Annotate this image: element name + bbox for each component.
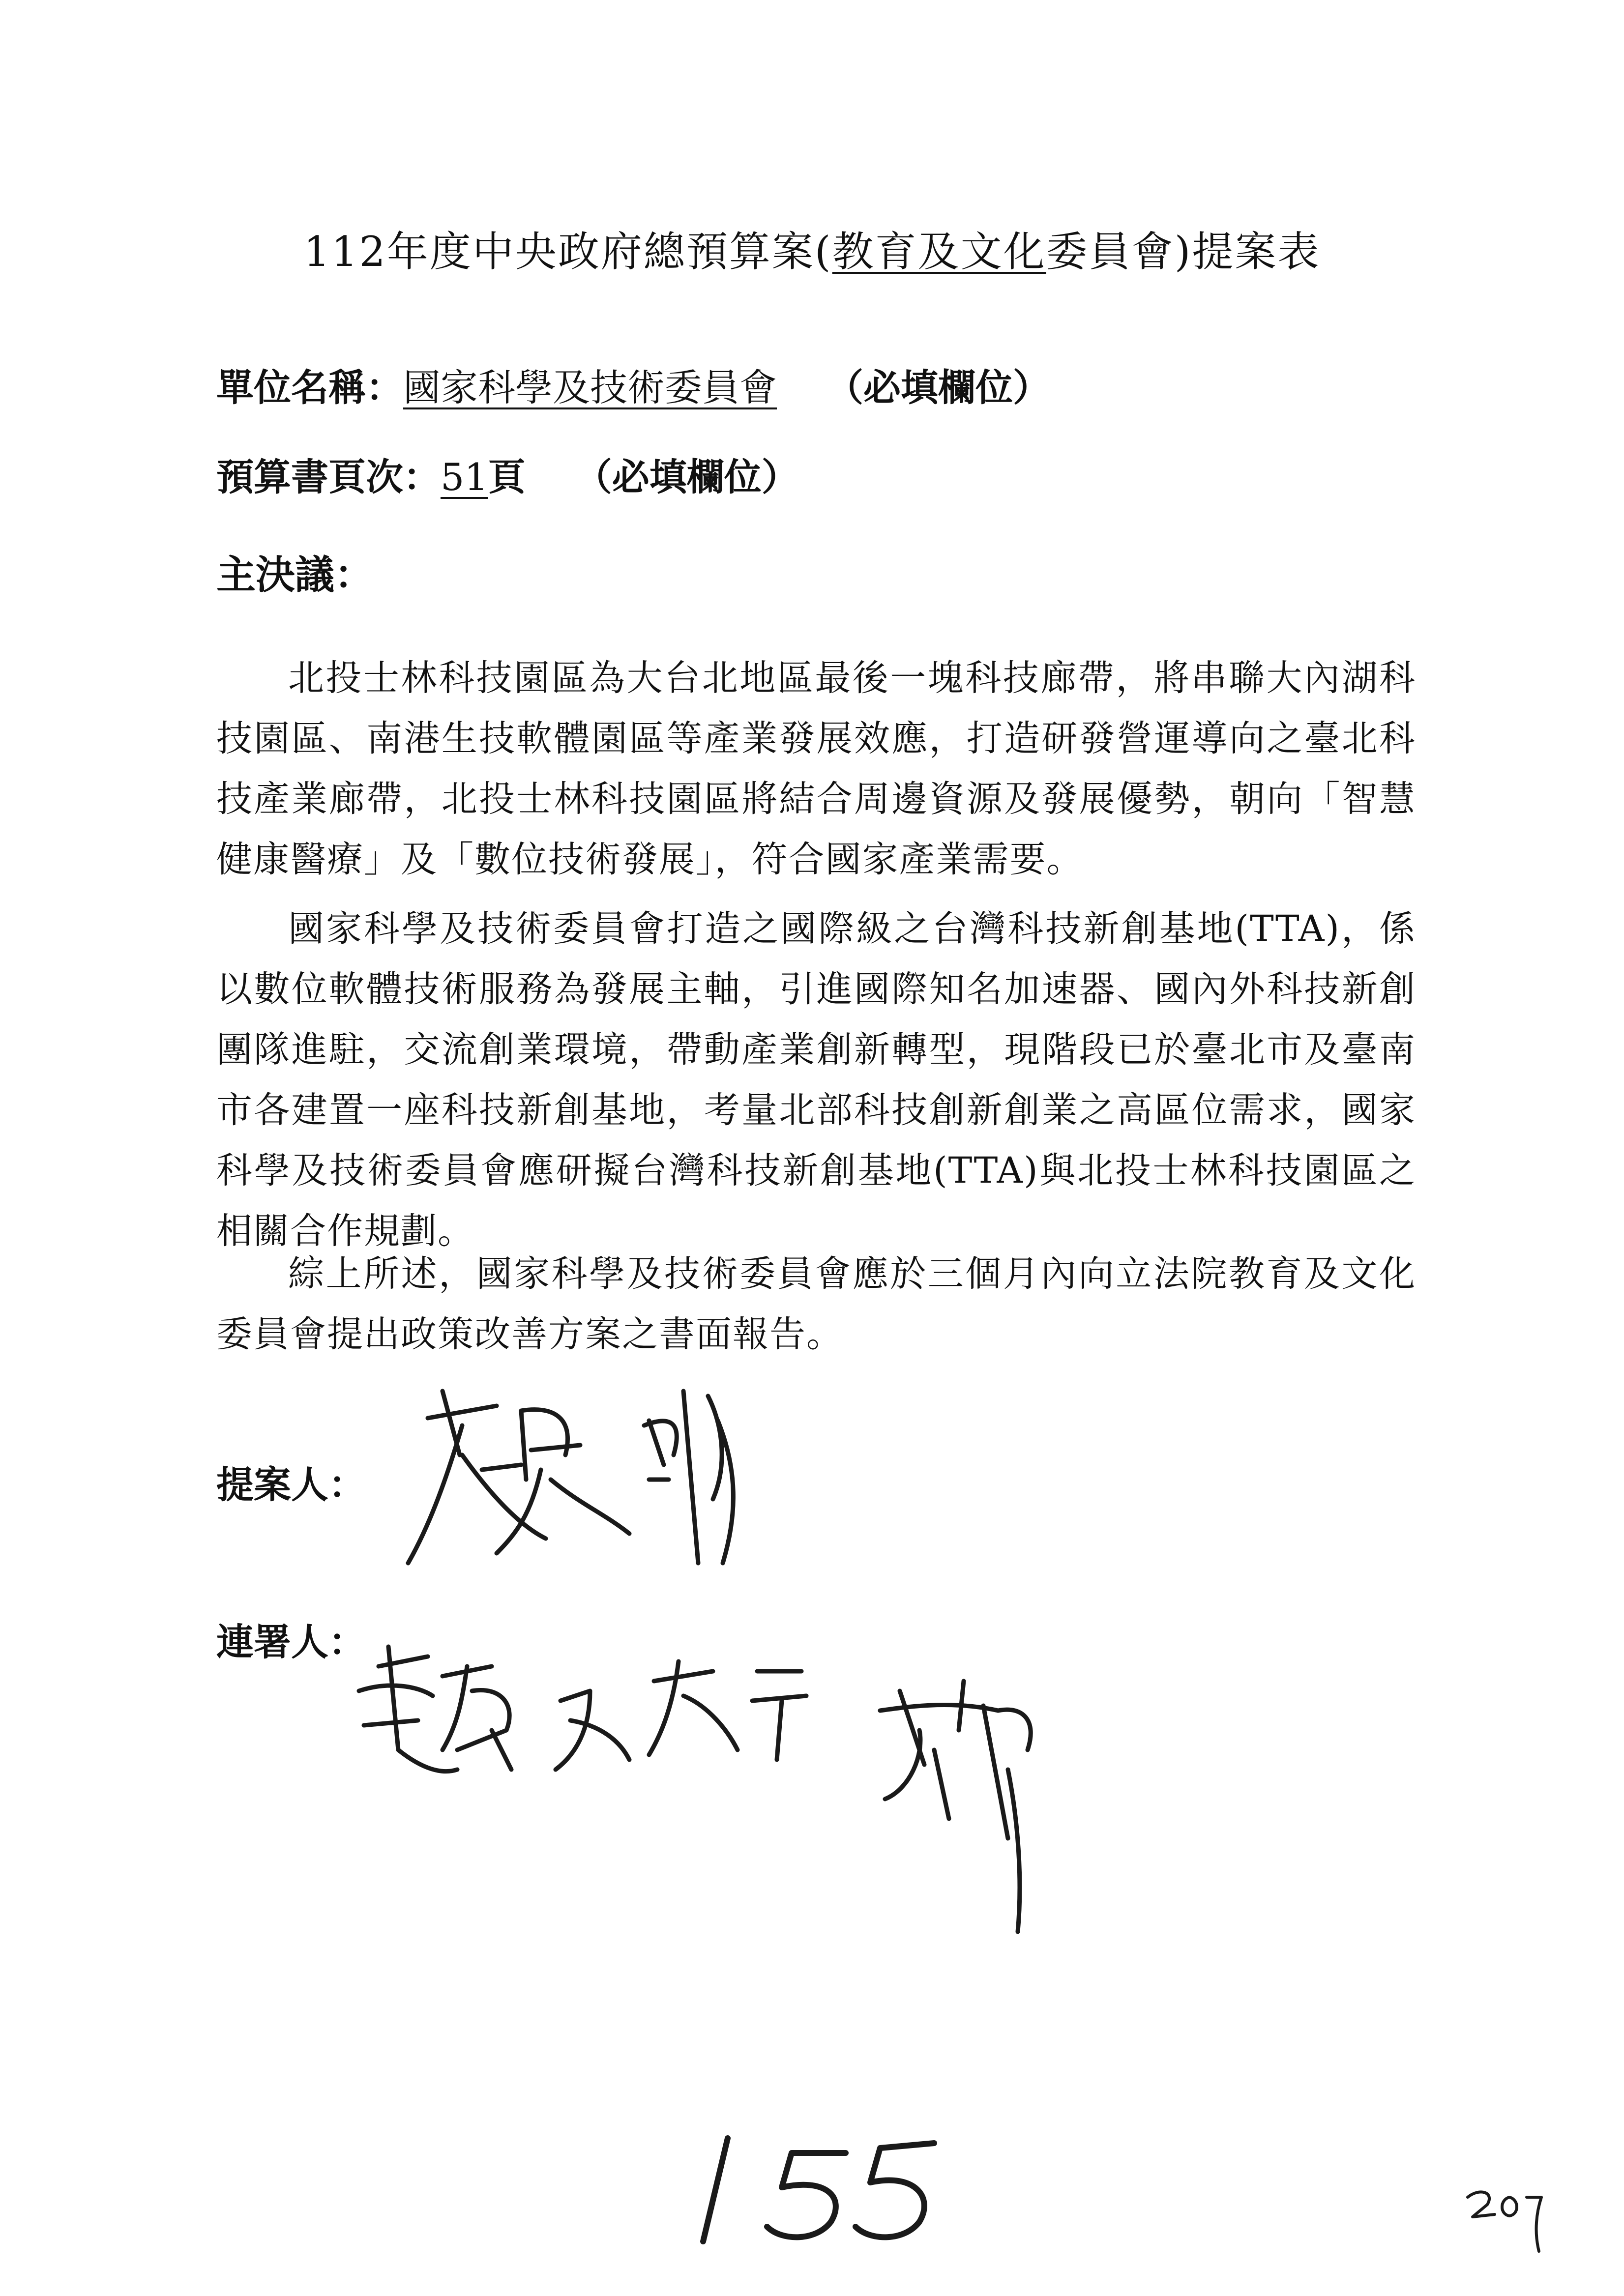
cosigner-signature-2 xyxy=(880,1681,1031,1932)
unit-required-note: （必填欄位） xyxy=(826,366,1050,409)
resolution-heading: 主決議： xyxy=(216,552,374,598)
resolution-paragraph-2: 國家科學及技術委員會打造之國際級之台灣科技新創基地(TTA)，係以數位軟體技術服務為發展主軸，引進國際知名加速器、國內外科技新創團隊進駐，交流創業環境，帶動產業創新轉型，現階段已於臺北市及臺南市各建置一座科技新創基地，考量北部科技創新創業之高區位需求，國家科學及技術委員會應研擬台灣科技新創基地(TTA)與北投士林科技園區之相關合作規劃。 xyxy=(216,908,1416,1252)
cosigner-label: 連署人： xyxy=(216,1620,366,1664)
title-prefix: 112年度中央政府總預算案( xyxy=(303,228,832,276)
handwritten-page-number xyxy=(703,2138,934,2241)
budget-page-required-note: （必填欄位） xyxy=(574,455,799,499)
unit-field xyxy=(216,358,1050,411)
resolution-paragraph-3: 綜上所述，國家科學及技術委員會應於三個月內向立法院教育及文化委員會提出政策改善方案之書面報告。 xyxy=(216,1253,1416,1355)
page-title xyxy=(0,219,1624,278)
proposer-signature xyxy=(408,1391,733,1563)
budget-page-suffix: 頁 xyxy=(488,455,526,499)
budget-page-field xyxy=(216,447,799,501)
title-suffix: 委員會)提案表 xyxy=(1046,228,1321,276)
unit-label: 單位名稱： xyxy=(216,366,403,409)
cosigner-signature-1 xyxy=(359,1647,806,1772)
budget-page-value: 51 xyxy=(441,455,488,499)
unit-value: 國家科學及技術委員會 xyxy=(403,366,777,409)
resolution-paragraph-1: 北投士林科技園區為大台北地區最後一塊科技廊帶，將串聯大內湖科技園區、南港生技軟體園區等產業發展效應，打造研發營運導向之臺北科技產業廊帶，北投士林科技園區將結合周邊資源及發展優勢，朝向「智慧健康醫療」及「數位技術發展」，符合國家產業需要。 xyxy=(216,657,1416,880)
proposer-label: 提案人： xyxy=(216,1463,366,1507)
title-committee: 教育及文化 xyxy=(832,228,1046,276)
corner-number xyxy=(1468,2192,1541,2251)
budget-page-label: 預算書頁次： xyxy=(216,455,441,499)
